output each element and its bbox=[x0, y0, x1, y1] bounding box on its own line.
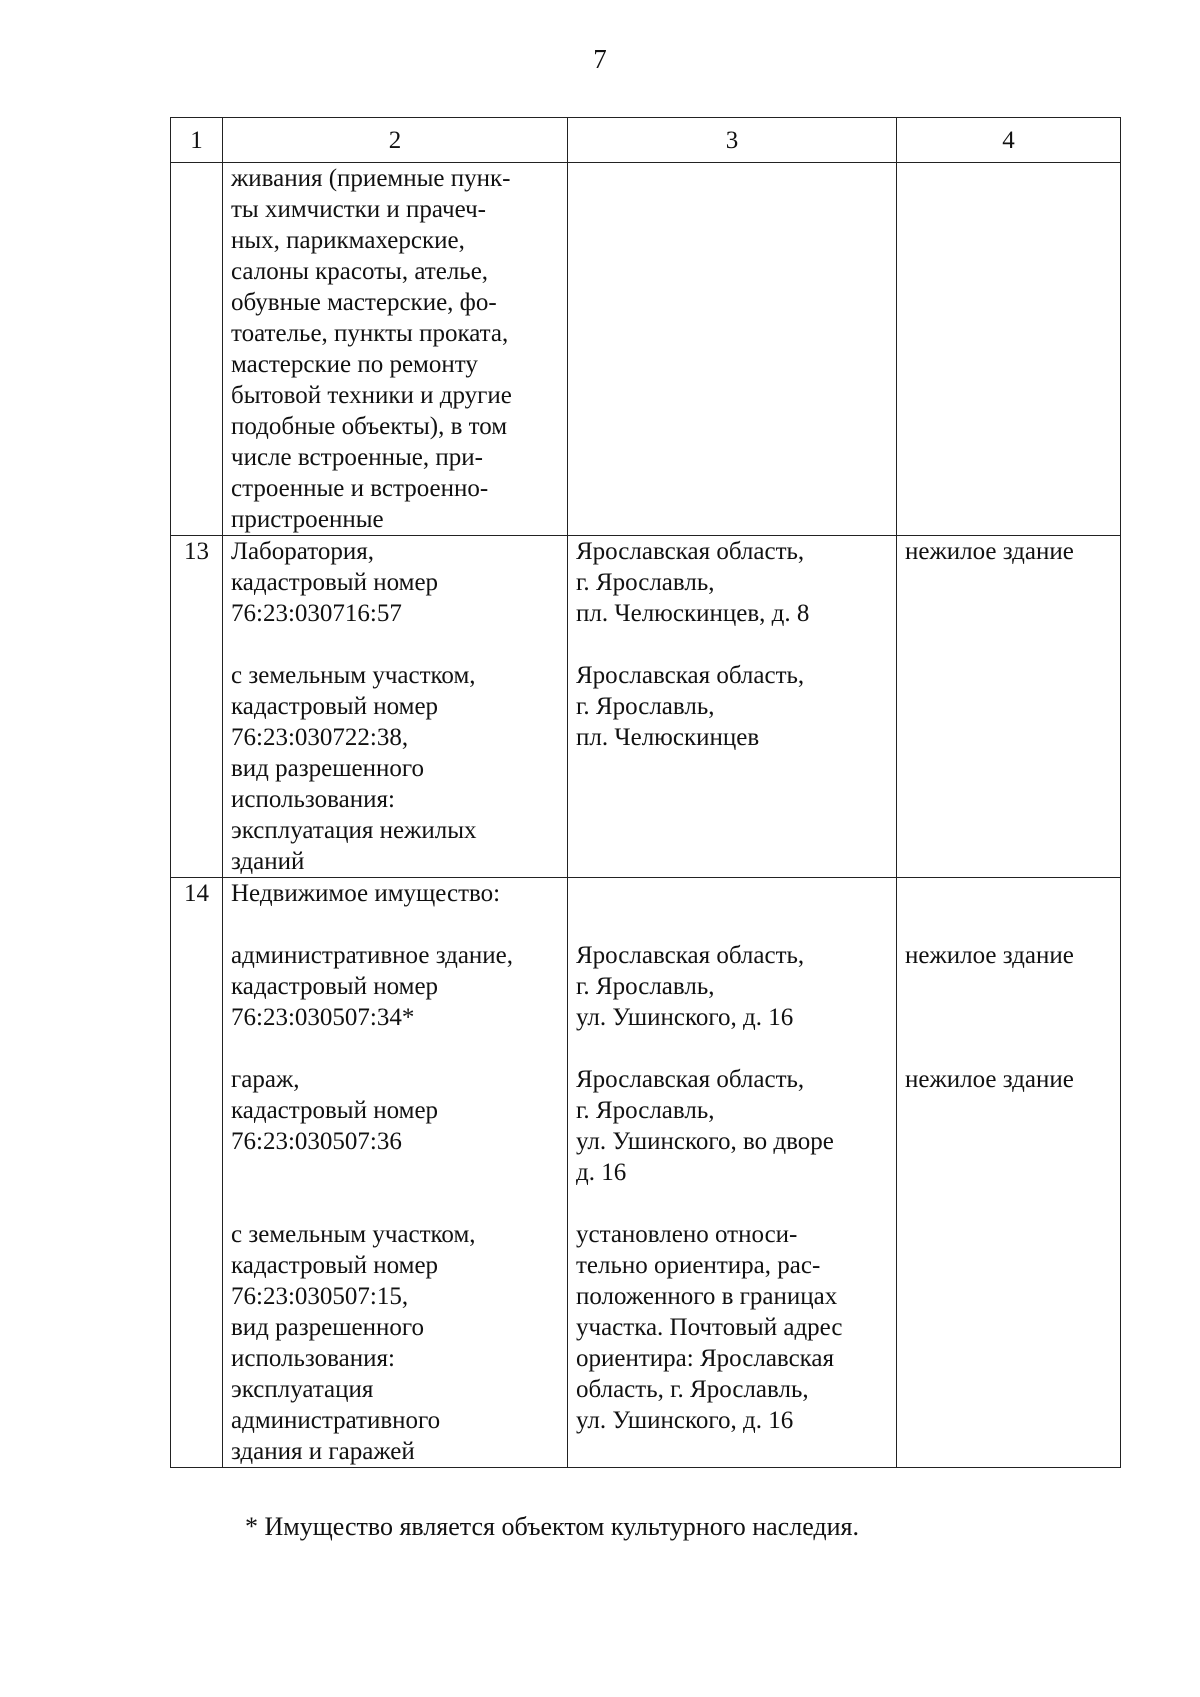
footnote: * Имущество является объектом культурного наследия. bbox=[245, 1512, 859, 1541]
table-row bbox=[171, 878, 1121, 1468]
page-number: 7 bbox=[593, 44, 607, 74]
row-13-object-cell bbox=[223, 536, 568, 878]
column-header-3: 3 bbox=[568, 118, 897, 163]
continuation-object-cell bbox=[223, 163, 568, 536]
row-14-object-cell bbox=[223, 878, 568, 1468]
table-row bbox=[171, 536, 1121, 878]
row-14-heading: Недвижимое имущество: bbox=[231, 880, 501, 907]
row-14-address-1: Ярославская область, г. Ярославль, ул. Ушинского, д. 16 bbox=[576, 942, 805, 1031]
table-header-row bbox=[171, 118, 1121, 163]
continuation-number-cell bbox=[171, 163, 223, 536]
row-14-object-1: административное здание, кадастровый номер 76:23:030507:34* bbox=[231, 942, 514, 1031]
row-14-purpose-cell bbox=[897, 878, 1121, 1468]
column-header-2: 2 bbox=[223, 118, 568, 163]
row-14-number: 14 bbox=[171, 878, 223, 1468]
row-14-address-cell bbox=[568, 878, 897, 1468]
row-14-address-3: установлено относи- тельно ориентира, рас- положенного в границах участка. Почтовый адрес ориентира: Ярославская область, г. Ярославль, ул. Ушинского, д. 16 bbox=[576, 1221, 843, 1434]
row-13-address-cell bbox=[568, 536, 897, 878]
row-13-object-1: Лаборатория, кадастровый номер 76:23:030716:57 bbox=[231, 538, 439, 627]
column-header-4: 4 bbox=[897, 118, 1121, 163]
continuation-address-cell bbox=[568, 163, 897, 536]
row-14-object-2: гараж, кадастровый номер 76:23:030507:36 bbox=[231, 1066, 439, 1155]
row-13-purpose-1: нежилое здание bbox=[905, 538, 1074, 565]
row-14-purpose-1: нежилое здание bbox=[905, 942, 1074, 969]
row-13-number: 13 bbox=[171, 536, 223, 878]
row-14-object-3: с земельным участком, кадастровый номер 76:23:030507:15, вид разрешенного использования: эксплуатация административного здания и гаражей bbox=[231, 1221, 476, 1465]
row-14-address-2: Ярославская область, г. Ярославль, ул. Ушинского, во дворе д. 16 bbox=[576, 1066, 834, 1186]
row-13-address-1: Ярославская область, г. Ярославль, пл. Челюскинцев, д. 8 bbox=[576, 538, 810, 627]
continuation-object-text: живания (приемные пунк- ты химчистки и прачеч- ных, парикмахерские, салоны красоты, ателье, обувные мастерские, фо- тоателье, пункты проката, мастерские по ремонту бытовой техники и другие подобные объекты), в том числе встроенные, при- строенные и встроенно- пристроенные bbox=[231, 165, 512, 533]
row-13-purpose-cell bbox=[897, 536, 1121, 878]
row-13-object-2: с земельным участком, кадастровый номер 76:23:030722:38, вид разрешенного использования: эксплуатация нежилых зданий bbox=[231, 662, 477, 875]
property-table bbox=[170, 117, 1121, 1468]
row-13-address-2: Ярославская область, г. Ярославль, пл. Челюскинцев bbox=[576, 662, 805, 751]
column-header-1: 1 bbox=[171, 118, 223, 163]
table-row bbox=[171, 163, 1121, 536]
row-14-purpose-2: нежилое здание bbox=[905, 1066, 1074, 1093]
continuation-purpose-cell bbox=[897, 163, 1121, 536]
